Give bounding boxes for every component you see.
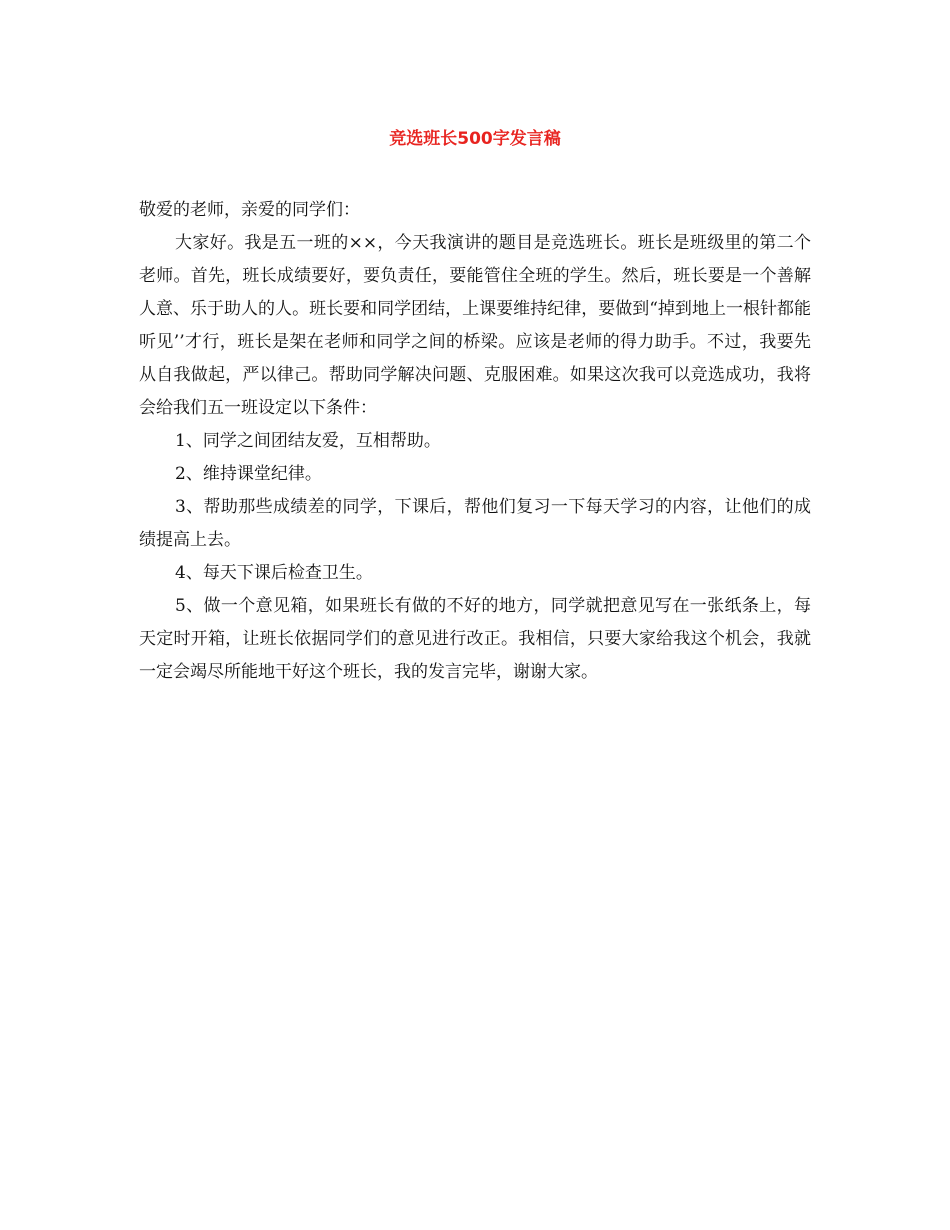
paragraph-intro: 大家好。我是五一班的××，今天我演讲的题目是竞选班长。班长是班级里的第二个老师。首先，班长成绩要好，要负责任，要能管住全班的学生。然后，班长要是一个善解人意、乐于助人的人。班长要和同学团结，上课要维持纪律，要做到“掉到地上一根针都能听见’’才行，班长是架在老师和同学之间的桥梁。应该是老师的得力助手。不过，我要先从自我做起，严以律己。帮助同学解决问题、克服困难。如果这次我可以竞选成功，我将会给我们五一班设定以下条件： — [139, 233, 811, 418]
list-item-5: 5、做一个意见箱，如果班长有做的不好的地方，同学就把意见写在一张纸条上，每天定时开箱，让班长依据同学们的意见进行改正。我相信，只要大家给我这个机会，我就一定会竭尽所能地干好这个班长，我的发言完毕，谢谢大家。 — [139, 596, 811, 682]
list-item-2: 2、维持课堂纪律。 — [175, 464, 322, 484]
list-item-1: 1、同学之间团结友爱，互相帮助。 — [175, 431, 441, 451]
list-item-4: 4、每天下课后检查卫生。 — [175, 563, 373, 583]
list-item-3: 3、帮助那些成绩差的同学，下课后，帮他们复习一下每天学习的内容，让他们的成绩提高上去。 — [139, 497, 811, 550]
document-body — [139, 194, 811, 689]
document-title: 竞选班长500字发言稿 — [389, 129, 561, 149]
salutation: 敬爱的老师，亲爱的同学们： — [139, 200, 360, 220]
